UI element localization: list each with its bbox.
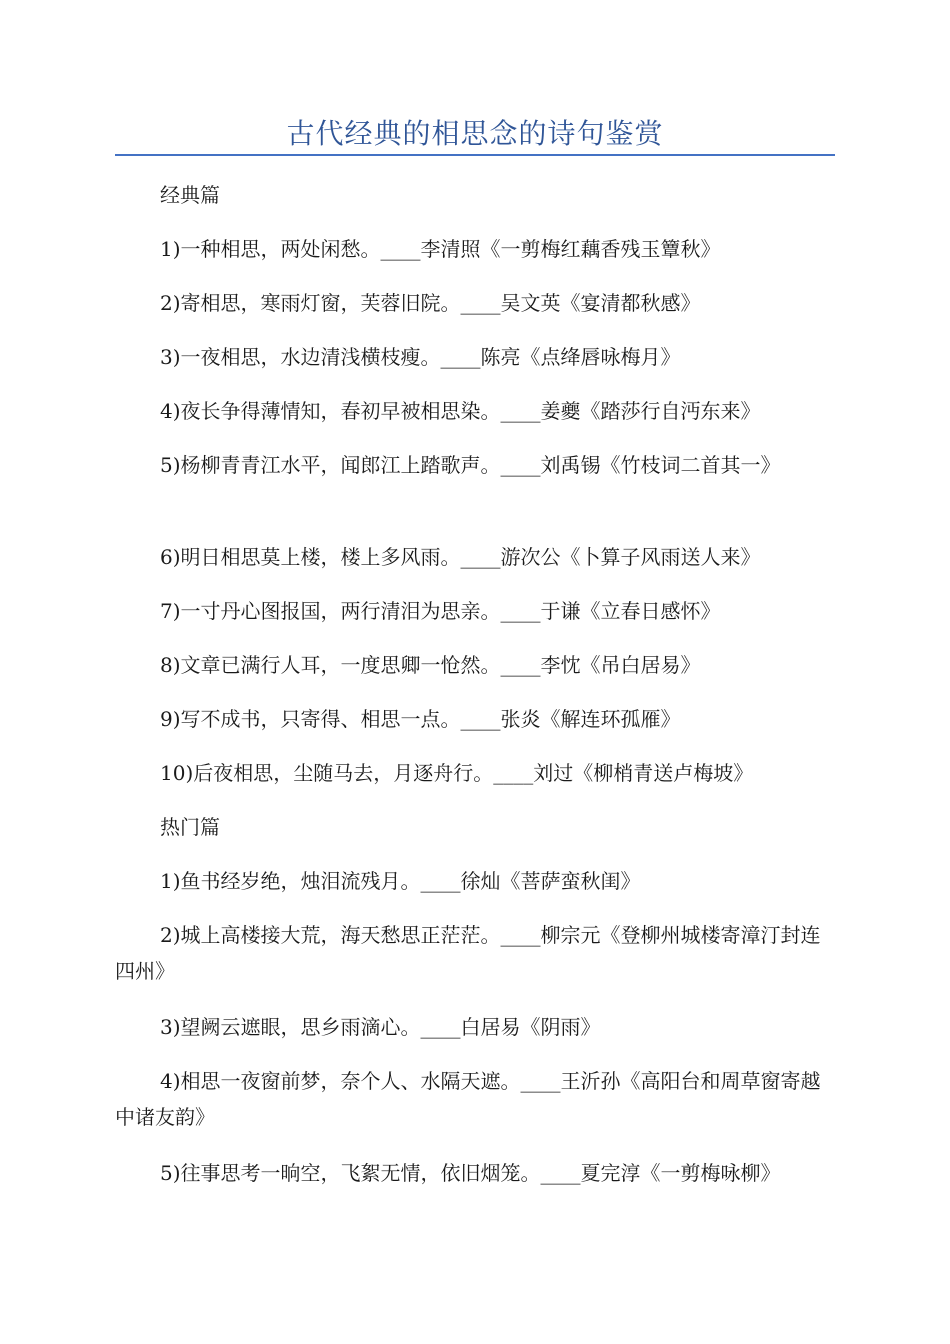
poem-line: 3)望阙云遮眼，思乡雨滴心。____白居易《阴雨》: [160, 1015, 601, 1039]
poem-line: 9)写不成书，只寄得、相思一点。____张炎《解连环孤雁》: [160, 707, 681, 731]
section-heading-popular: 热门篇: [160, 815, 220, 839]
section-heading-classic: 经典篇: [160, 183, 220, 207]
title-underline: [115, 154, 835, 156]
poem-line: 4)夜长争得薄情知，春初早被相思染。____姜夔《踏莎行自沔东来》: [160, 399, 761, 423]
poem-line: 3)一夜相思，水边清浅横枝瘦。____陈亮《点绛唇咏梅月》: [160, 345, 681, 369]
poem-line: 6)明日相思莫上楼，楼上多风雨。____游次公《卜算子风雨送人来》: [160, 545, 761, 569]
page-title: 古代经典的相思念的诗句鉴赏: [286, 117, 664, 150]
poem-line: 5)往事思考一晌空，飞絮无情，依旧烟笼。____夏完淳《一剪梅咏柳》: [160, 1161, 781, 1185]
poem-line: 2)寄相思，寒雨灯窗，芙蓉旧院。____吴文英《宴清都秋感》: [160, 291, 701, 315]
poem-line: 2)城上高楼接大荒，海天愁思正茫茫。____柳宗元《登柳州城楼寄漳汀封连四州》: [115, 923, 821, 983]
poem-line: 1)鱼书经岁绝，烛泪流残月。____徐灿《菩萨蛮秋闺》: [160, 869, 641, 893]
poem-line: 7)一寸丹心图报国，两行清泪为思亲。____于谦《立春日感怀》: [160, 599, 721, 623]
poem-line: 4)相思一夜窗前梦，奈个人、水隔天遮。____王沂孙《高阳台和周草窗寄越中诸友韵》: [115, 1069, 821, 1129]
poem-line: 10)后夜相思，尘随马去，月逐舟行。____刘过《柳梢青送卢梅坡》: [160, 761, 754, 785]
poem-line: 1)一种相思，两处闲愁。____李清照《一剪梅红藕香残玉簟秋》: [160, 237, 721, 261]
poem-line: 8)文章已满行人耳，一度思卿一怆然。____李忱《吊白居易》: [160, 653, 701, 677]
poem-line: 5)杨柳青青江水平，闻郎江上踏歌声。____刘禹锡《竹枝词二首其一》: [160, 453, 781, 477]
